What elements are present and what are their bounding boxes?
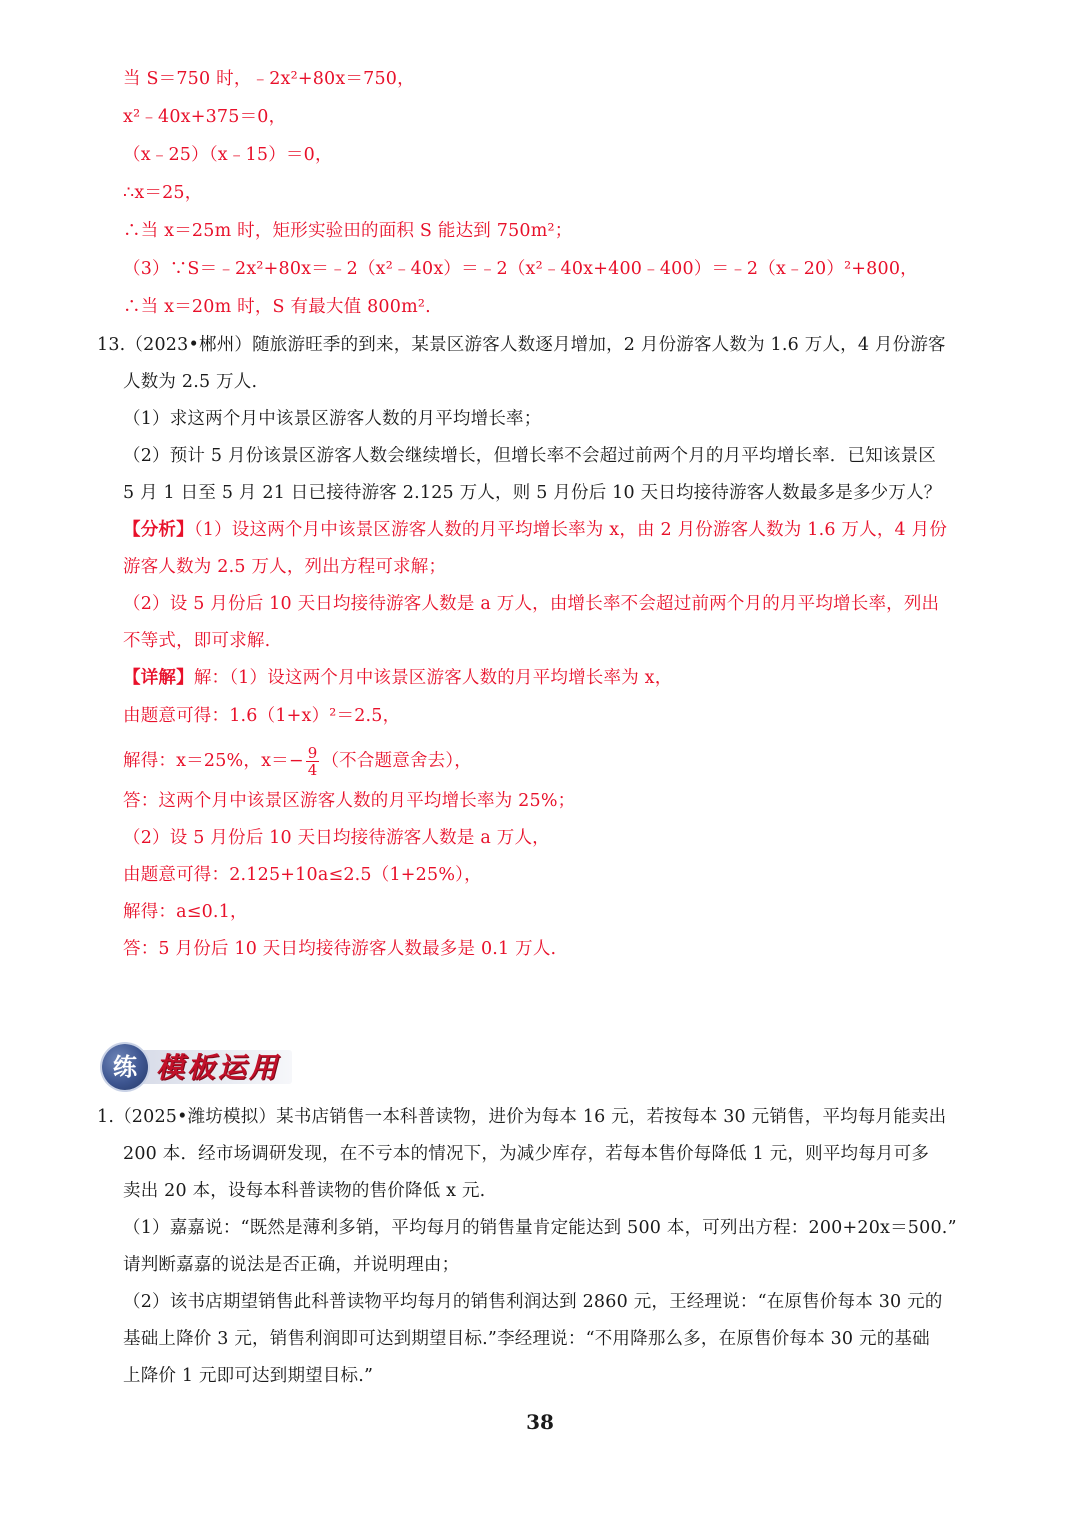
detail-line-1	[123, 665, 672, 691]
solution-line-6: （3）∵S＝﹣2x²+80x＝﹣2（x²﹣40x）＝﹣2（x²﹣40x+400﹣400）＝﹣2（x﹣20）²+800，	[123, 259, 918, 279]
analysis-text-1: （1）设这两个月中该景区游客人数的月平均增长率为 x，由 2 月份游客人数为 1.6 万人，4 月份	[193, 520, 948, 540]
problem1-line-1: 1.（2025•潍坊模拟）某书店销售一本科普读物，进价为每本 16 元，若按每本 30 元销售，平均每月能卖出	[97, 1107, 947, 1127]
section-banner	[100, 1042, 296, 1094]
detail-text-3b: （不合题意舍去），	[321, 751, 473, 771]
fraction-denominator: 4	[307, 761, 318, 779]
solution-line-1: 当 S＝750 时，﹣2x²+80x＝750，	[123, 69, 415, 89]
fraction	[306, 745, 320, 778]
problem1-line-4: （1）嘉嘉说：“既然是薄利多销，平均每月的销售量肯定能达到 500 本，可列出方程：200+20x＝500.”	[123, 1218, 957, 1238]
detail-line-2: 由题意可得：1.6（1+x）²＝2.5，	[123, 706, 401, 726]
problem13-line-1: 13.（2023•郴州）随旅游旺季的到来，某景区游客人数逐月增加，2 月份游客人数为 1.6 万人，4 月份游客	[97, 335, 946, 355]
problem1-line-3: 卖出 20 本，设每本科普读物的售价降低 x 元.	[123, 1181, 486, 1201]
problem1-line-5: 请判断嘉嘉的说法是否正确，并说明理由；	[123, 1255, 460, 1275]
problem1-line-7: 基础上降价 3 元，销售利润即可达到期望目标.”李经理说：“不用降那么多，在原售价每本 30 元的基础	[123, 1329, 930, 1349]
detail-text-1: 解：（1）设这两个月中该景区游客人数的月平均增长率为 x，	[193, 668, 673, 688]
problem13-line-5: 5 月 1 日至 5 月 21 日已接待游客 2.125 万人，则 5 月份后 10 天日均接待游客人数最多是多少万人？	[123, 483, 942, 503]
detail-line-8: 答：5 月份后 10 天日均接待游客人数最多是 0.1 万人.	[123, 939, 557, 959]
detail-tag: 【详解】	[123, 668, 194, 688]
fraction-numerator: 9	[307, 744, 318, 762]
analysis-line-1	[123, 517, 947, 543]
analysis-line-2: 游客人数为 2.5 万人，列出方程可求解；	[123, 557, 447, 577]
page-number: 38	[526, 1410, 554, 1434]
banner-circle-label: 练	[113, 1052, 137, 1081]
detail-line-4: 答：这两个月中该景区游客人数的月平均增长率为 25%；	[123, 791, 576, 811]
solution-line-2: x²﹣40x+375＝0，	[123, 107, 287, 127]
solution-line-7: ∴当 x＝20m 时，S 有最大值 800m².	[123, 297, 431, 317]
detail-line-7: 解得：a≤0.1，	[123, 902, 248, 922]
problem1-line-6: （2）该书店期望销售此科普读物平均每月的销售利润达到 2860 元，王经理说：“在原售价每本 30 元的	[123, 1292, 943, 1312]
problem1-line-8: 上降价 1 元即可达到期望目标.”	[123, 1366, 374, 1386]
section-title: 模板运用	[156, 1051, 281, 1084]
analysis-line-4: 不等式，即可求解.	[123, 631, 271, 651]
problem13-line-3: （1）求这两个月中该景区游客人数的月平均增长率；	[123, 409, 542, 429]
problem13-line-2: 人数为 2.5 万人.	[123, 372, 258, 392]
analysis-tag: 【分析】	[123, 520, 194, 540]
solution-line-5: ∴当 x＝25m 时，矩形实验田的面积 S 能达到 750m²；	[123, 221, 573, 241]
practice-badge-icon	[102, 1044, 148, 1090]
solution-line-3: （x﹣25）（x﹣15）＝0，	[123, 145, 333, 165]
solution-line-4: ∴x＝25，	[123, 183, 203, 203]
problem1-line-2: 200 本．经市场调研发现，在不亏本的情况下，为减少库存，若每本售价每降低 1 元，则平均每月可多	[123, 1144, 930, 1164]
detail-line-5: （2）设 5 月份后 10 天日均接待游客人数是 a 万人，	[123, 828, 550, 848]
detail-text-3a: 解得：x＝25%，x＝−	[123, 751, 304, 771]
detail-line-3	[123, 745, 472, 778]
analysis-line-3: （2）设 5 月份后 10 天日均接待游客人数是 a 万人，由增长率不会超过前两个月的月平均增长率，列出	[123, 594, 940, 614]
detail-line-6: 由题意可得：2.125+10a≤2.5（1+25%），	[123, 865, 482, 885]
problem13-line-4: （2）预计 5 月份该景区游客人数会继续增长，但增长率不会超过前两个月的月平均增长率．已知该景区	[123, 446, 936, 466]
